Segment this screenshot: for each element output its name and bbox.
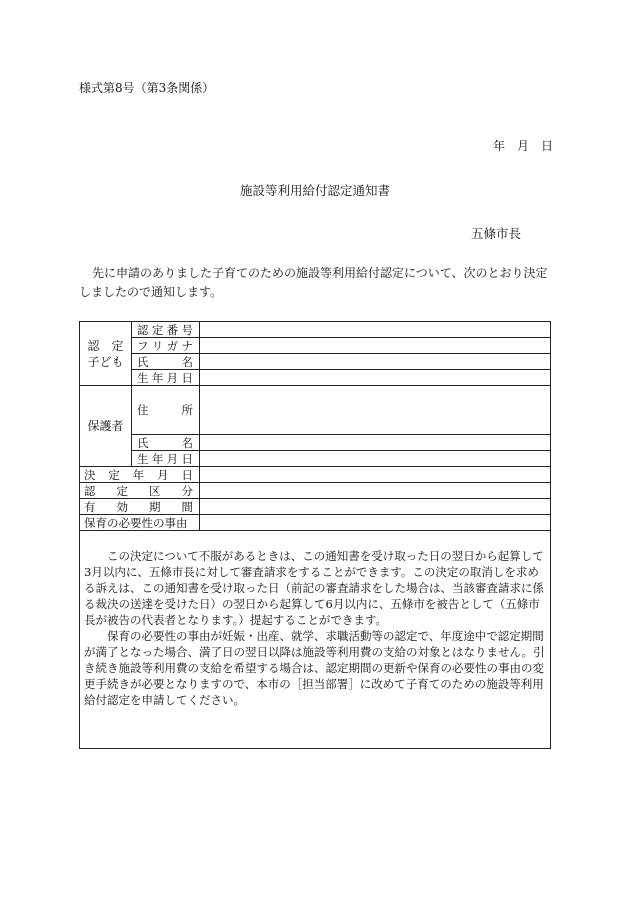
spread-label (80, 484, 199, 498)
label-char: 定 (151, 322, 164, 337)
intro-text: 先に申請のありました子育てのための施設等利用給付認定について、次のとおり決定しましたので通知します。 (79, 266, 548, 299)
child-name-label (132, 354, 200, 370)
issuer: 五條市長 (471, 226, 522, 241)
label-char: 所 (181, 403, 193, 417)
table-row (80, 370, 551, 386)
label-char: 番 (166, 322, 179, 337)
label-char: ナ (181, 338, 193, 353)
guardian-section-label (80, 386, 132, 467)
child-label-line1: 認 定 (87, 338, 124, 353)
cert-number-value[interactable] (200, 322, 551, 338)
label-char: 認 (84, 483, 96, 498)
table-row (80, 483, 551, 499)
notice-text (84, 548, 546, 708)
certification-table (79, 321, 551, 531)
label-char: 月 (166, 370, 179, 385)
document-title: 施設等利用給付認定通知書 (239, 183, 390, 198)
spread-label (80, 468, 199, 482)
table-row (80, 386, 551, 435)
label-char: 号 (181, 322, 193, 337)
decision-date-label (80, 467, 200, 483)
label-char: 氏 (137, 354, 149, 369)
furigana-value[interactable] (200, 338, 551, 354)
child-birthdate-label (132, 370, 200, 386)
decision-date-value[interactable] (200, 467, 551, 483)
label-char: 有 (84, 499, 96, 514)
spread-label (132, 355, 199, 369)
guardian-birthdate-value[interactable] (200, 451, 551, 467)
address-value[interactable] (200, 386, 551, 435)
table-row (80, 499, 551, 515)
spread-label (80, 500, 199, 514)
date-line: 年 月 日 (493, 139, 554, 153)
table-row (80, 435, 551, 451)
address-label (132, 386, 200, 435)
child-section-label (80, 322, 132, 386)
spread-label (132, 323, 199, 337)
notice-paragraph-2: 保育の必要性の事由が妊娠・出産、就学、求職活動等の認定で、年度途中で認定期間が満了となった場合、満了日の翌日以降は施設等利用費の支給の対象とはなりません。引き続き施設等利用費の支給を希望する場合は、認定期間の更新や保育の必要性の事由の変更手続きが必要となりますので、本市の［担当部署］に改めて子育てのための施設等利用給付認定を申請してください。 (84, 629, 545, 707)
table-row (80, 467, 551, 483)
guardian-birthdate-label (132, 451, 200, 467)
label-char: 日 (181, 370, 193, 385)
period-label (80, 499, 200, 515)
label-char: 決 (84, 467, 96, 482)
label-char: フ (137, 338, 149, 353)
furigana-label (132, 338, 200, 354)
label-char: ガ (166, 338, 179, 353)
category-value[interactable] (200, 483, 551, 499)
category-label (80, 483, 200, 499)
guardian-label: 保護者 (87, 419, 124, 433)
guardian-name-value[interactable] (200, 435, 551, 451)
label-char: 効 (116, 499, 128, 514)
table-row (80, 338, 551, 354)
child-birthdate-value[interactable] (200, 370, 551, 386)
table-row (80, 515, 551, 531)
label-char: 月 (157, 467, 169, 482)
label-char: 名 (181, 435, 193, 450)
label-char: 定 (116, 483, 128, 498)
label-char: 日 (181, 467, 193, 482)
spread-label (132, 339, 199, 353)
label-char: 間 (181, 499, 193, 514)
table-row (80, 354, 551, 370)
label-char: 生 (137, 451, 149, 466)
label-char: 年 (151, 451, 164, 466)
label-char: 区 (149, 483, 161, 498)
reason-value[interactable] (200, 515, 551, 531)
form-number: 様式第8号（第3条関係） (79, 81, 215, 95)
reason-label: 保育の必要性の事由 (80, 515, 200, 531)
spread-label (132, 371, 199, 385)
table-row (80, 322, 551, 338)
label-char: 分 (181, 483, 193, 498)
label-char: 期 (149, 499, 161, 514)
label-char: 年 (132, 467, 145, 482)
label-char: 住 (137, 403, 149, 417)
label-char: 日 (181, 451, 193, 466)
table-row (80, 451, 551, 467)
spread-label (132, 403, 199, 417)
child-name-value[interactable] (200, 354, 551, 370)
spread-label (132, 436, 199, 450)
cert-number-label (132, 322, 200, 338)
period-value[interactable] (200, 499, 551, 515)
spread-label (132, 452, 199, 466)
label-char: 氏 (137, 435, 149, 450)
label-char: 月 (166, 451, 179, 466)
notice-paragraph-1: この決定について不服があるときは、この通知書を受け取った日の翌日から起算して3月以内に、五條市長に対して審査請求をすることができます。この決定の取消しを求める訴えは、この通知書を受け取った日（前記の審査請求をした場合は、当該審査請求に係る裁決の送達を受けた日）の翌日から起算して6月以内に、五條市を被告として（五條市長が被告の代表者となります。）提起することができます。 (84, 549, 544, 627)
guardian-name-label (132, 435, 200, 451)
label-char: 定 (108, 467, 120, 482)
child-label-line2: 子ども (87, 354, 124, 369)
label-char: 年 (151, 370, 164, 385)
label-char: 認 (137, 322, 149, 337)
label-char: リ (151, 338, 164, 353)
label-char: 名 (181, 354, 193, 369)
label-char: 生 (137, 370, 149, 385)
